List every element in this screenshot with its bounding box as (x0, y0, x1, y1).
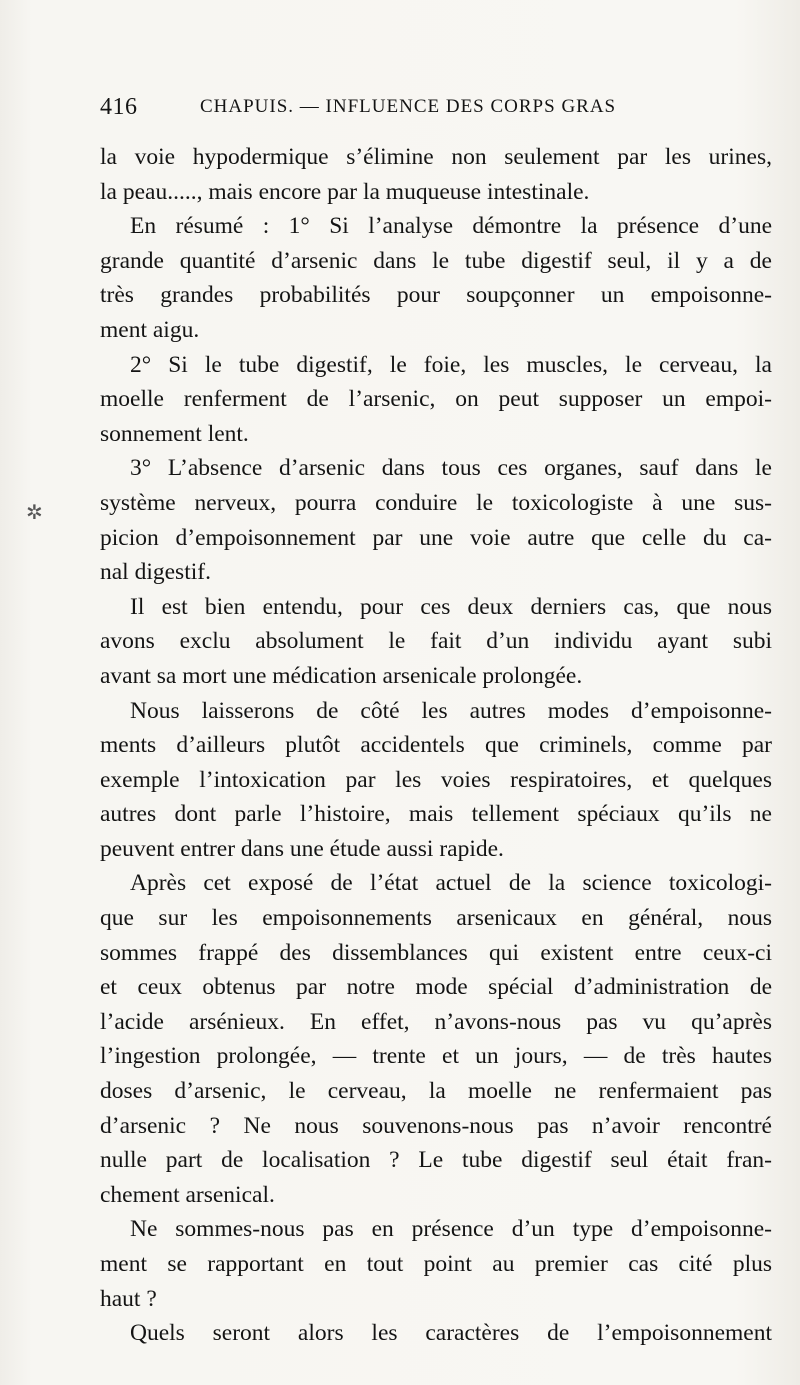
text-line: que sur les empoisonnements arsenicaux en général, nous (100, 905, 772, 932)
text-line: Il est bien entendu, pour ces deux derniers cas, que nous (130, 593, 772, 620)
text-line: doses d’arsenic, le cerveau, la moelle ne renfermaient pas (100, 1078, 772, 1105)
text-line: sonnement lent. (100, 420, 249, 447)
page-header (100, 90, 670, 130)
text-line: avant sa mort une médication arsenicale prolongée. (100, 662, 583, 689)
text-line: nulle part de localisation ? Le tube digestif seul était fran- (100, 1147, 772, 1174)
text-line: la peau....., mais encore par la muqueuse intestinale. (100, 178, 590, 205)
text-line: 2° Si le tube digestif, le foie, les muscles, le cerveau, la (130, 351, 772, 378)
text-line: l’ingestion prolongée, — trente et un jours, — de très hautes (100, 1043, 772, 1070)
text-line: picion d’empoisonnement par une voie autre que celle du ca- (100, 524, 772, 551)
text-line: ment aigu. (100, 316, 200, 343)
text-line: Nous laisserons de côté les autres modes d’empoisonne- (130, 697, 772, 724)
text-line: Ne sommes-nous pas en présence d’un type d’empoisonne- (130, 1216, 772, 1243)
text-line: Après cet exposé de l’état actuel de la science toxicologi- (130, 870, 772, 897)
text-line: très grandes probabilités pour soupçonner un empoisonne- (100, 282, 772, 309)
text-line: ment se rapportant en tout point au premier cas cité plus (100, 1251, 772, 1277)
text-line: Quels seront alors les caractères de l’empoisonnement (130, 1320, 772, 1347)
text-line: moelle renferment de l’arsenic, on peut supposer un empoi- (100, 386, 772, 413)
body-text (100, 140, 772, 1351)
text-line: haut ? (100, 1285, 157, 1312)
text-line: système nerveux, pourra conduire le toxicologiste à une sus- (100, 489, 772, 516)
margin-ink-mark: ✲ (26, 502, 43, 524)
text-line: exemple l’intoxication par les voies respiratoires, et quelques (100, 766, 772, 793)
running-head: CHAPUIS. — INFLUENCE DES CORPS GRAS (200, 96, 617, 117)
text-line: sommes frappé des dissemblances qui existent entre ceux-ci (100, 939, 772, 966)
text-line: l’acide arsénieux. En effet, n’avons-nous pas vu qu’après (100, 1008, 772, 1035)
text-line: peuvent entrer dans une étude aussi rapide. (100, 835, 504, 862)
text-line: grande quantité d’arsenic dans le tube digestif seul, il y a de (100, 247, 772, 274)
text-line: d’arsenic ? Ne nous souvenons-nous pas n’avoir rencontré (100, 1112, 772, 1139)
text-line: et ceux obtenus par notre mode spécial d’administration de (100, 974, 772, 1001)
text-line: la voie hypodermique s’élimine non seulement par les urines, (100, 144, 772, 170)
text-line: chement arsenical. (100, 1181, 275, 1208)
text-line: En résumé : 1° Si l’analyse démontre la présence d’une (130, 213, 772, 240)
text-line: ments d’ailleurs plutôt accidentels que criminels, comme par (100, 732, 772, 759)
page-number: 416 (100, 94, 138, 120)
text-line: nal digestif. (100, 559, 211, 586)
text-line: autres dont parle l’histoire, mais tellement spéciaux qu’ils ne (100, 801, 772, 828)
text-line: 3° L’absence d’arsenic dans tous ces organes, sauf dans le (130, 455, 772, 482)
text-line: avons exclu absolument le fait d’un individu ayant subi (100, 628, 772, 655)
